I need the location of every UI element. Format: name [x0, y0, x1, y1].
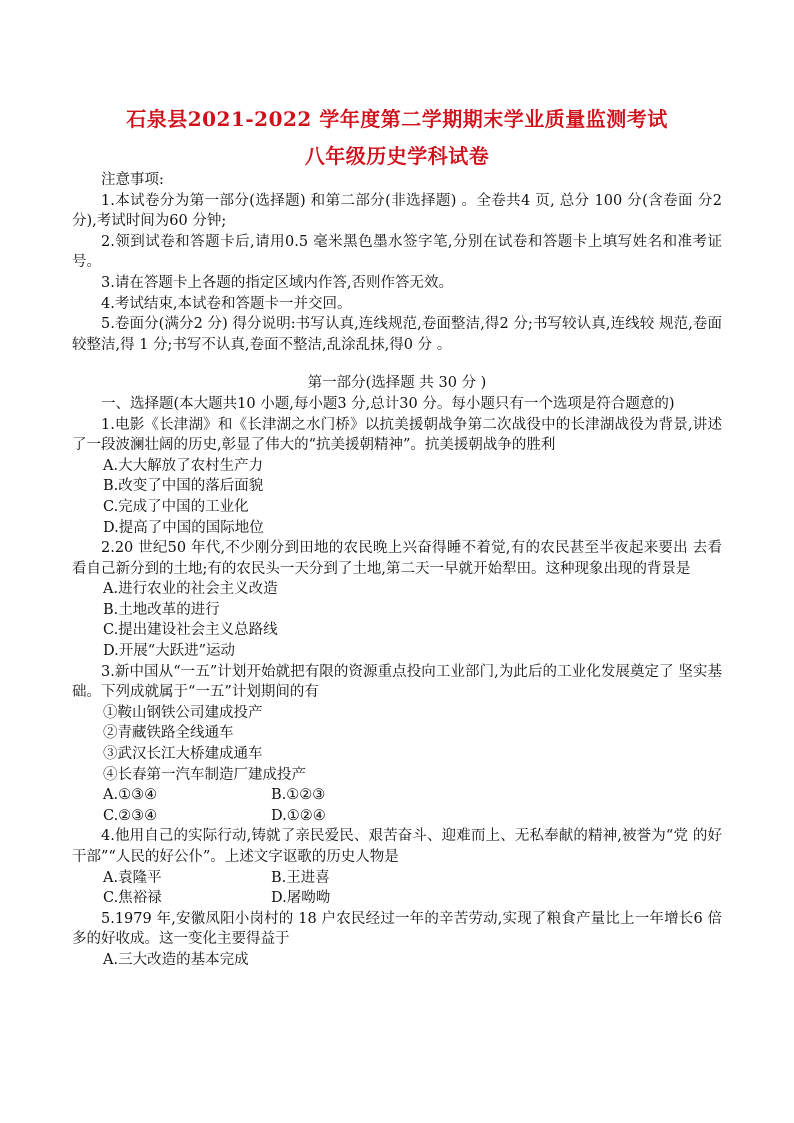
question-1-option-c: C.完成了中国的工业化: [103, 498, 249, 515]
question-4-option-d: D.屠呦呦: [271, 890, 331, 907]
question-3-item-1: ①鞍山钢铁公司建成投产: [103, 704, 263, 721]
question-3-option-b: B.①②③: [271, 787, 326, 804]
question-4-option-b: B.王进喜: [271, 869, 330, 886]
question-1-option-d: D.提高了中国的国际地位: [103, 519, 264, 536]
exam-body: [72, 170, 722, 971]
question-1-option-a: A.大大解放了农村生产力: [103, 457, 264, 474]
note-4: 4.考试结束,本试卷和答题卡一并交回。: [101, 295, 352, 312]
note-2: 2.领到试卷和答题卡后,请用0.5 毫米黑色墨水签字笔,分别在试卷和答题卡上填写姓名和准考证号。: [72, 233, 722, 271]
part1-heading: 第一部分(选择题 共 30 分 ): [307, 375, 487, 392]
question-3-options-row-1: [72, 785, 722, 806]
question-5-stem: 5.1979 年,安徽凤阳小岗村的 18 户农民经过一年的辛苦劳动,实现了粮食产量比上一年增长6 倍多的好收成。这一变化主要得益于: [72, 910, 722, 948]
question-3-item-2: ②青藏铁路全线通车: [103, 725, 234, 742]
question-2-option-b: B.土地改革的进行: [103, 601, 220, 618]
question-2-option-c: C.提出建设社会主义总路线: [103, 622, 278, 639]
note-3: 3.请在答题卡上各题的指定区域内作答,否则作答无效。: [101, 274, 453, 291]
question-3-option-a: A.①③④: [103, 787, 158, 804]
question-5-option-a: A.三大改造的基本完成: [103, 951, 249, 968]
notes-heading: 注意事项:: [101, 172, 164, 188]
question-1-stem: 1.电影《长津湖》和《长津湖之水门桥》以抗美援朝战争第二次战役中的长津湖战役为背景,讲述了一段波澜壮阔的历史,彰显了伟大的“抗美援朝精神”。抗美援朝战争的胜利: [72, 416, 722, 454]
question-1-option-b: B.改变了中国的落后面貌: [103, 478, 264, 495]
question-3-option-d: D.①②④: [271, 807, 326, 824]
question-4-option-c: C.焦裕禄: [103, 890, 162, 907]
question-2-stem: 2.20 世纪50 年代,不少刚分到田地的农民晚上兴奋得睡不着觉,有的农民甚至半夜起来要出 去看看自己新分到的土地;有的农民头一天分到了土地,第二天一早就开始犁田。这种现象出现的背景是: [72, 540, 722, 577]
exam-title: 石泉县2021-2022 学年度第二学期期末学业质量监测考试: [126, 107, 668, 131]
question-3-options-row-2: [72, 806, 722, 827]
question-4-option-a: A.袁隆平: [103, 869, 162, 886]
question-3-stem: 3.新中国从“一五”计划开始就把有限的资源重点投向工业部门,为此后的工业化发展奠定了 坚实基础。下列成就属于“一五”计划期间的有: [72, 663, 722, 701]
question-3-option-c: C.②③④: [103, 807, 158, 824]
question-4-options-row-1: [72, 868, 722, 889]
note-1: 1.本试卷分为第一部分(选择题) 和第二部分(非选择题) 。全卷共4 页, 总分 100 分(含卷面 分2 分),考试时间为60 分钟;: [72, 192, 722, 230]
question-3-item-3: ③武汉长江大桥建成通车: [103, 746, 263, 763]
note-5: 5.卷面分(满分2 分) 得分说明:书写认真,连线规范,卷面整洁,得2 分;书写较认真,连线较 规范,卷面较整洁,得 1 分;书写不认真,卷面不整洁,乱涂乱抹,得0 分 。: [72, 316, 722, 353]
question-4-options-row-2: [72, 888, 722, 909]
part1-instructions: 一、选择题(本大题共10 小题,每小题3 分,总计30 分。每小题只有一个选项是符合题意的): [101, 395, 675, 412]
question-3-item-4: ④长春第一汽车制造厂建成投产: [103, 766, 306, 783]
question-2-option-a: A.进行农业的社会主义改造: [103, 581, 278, 598]
exam-subtitle: 八年级历史学科试卷: [304, 144, 490, 168]
question-4-stem: 4.他用自己的实际行动,铸就了亲民爱民、艰苦奋斗、迎难而上、无私奉献的精神,被誉为“党 的好干部”“人民的好公仆”。上述文字讴歌的历史人物是: [72, 828, 722, 865]
question-2-option-d: D.开展“大跃进”运动: [103, 643, 236, 660]
